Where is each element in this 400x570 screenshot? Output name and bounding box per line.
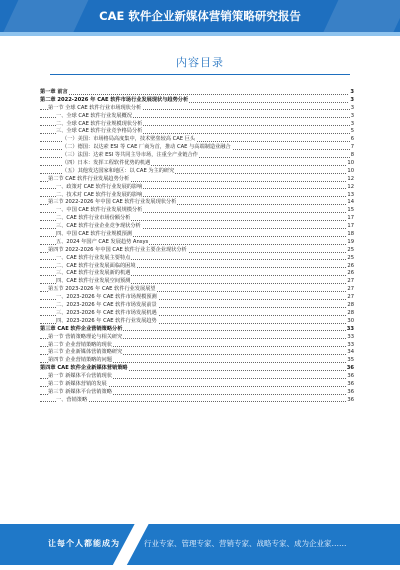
toc-entry-text: 第一节 新媒体平台营销现状	[48, 373, 112, 380]
toc-entry[interactable]	[40, 152, 354, 160]
toc-entry-text: 第四节 企业营销策略的问题	[48, 357, 112, 364]
toc-entry-page: 12	[347, 183, 354, 190]
toc-entry-text: 第一节 营销策略理论与相关研究	[48, 333, 123, 340]
toc-entry-page: 25	[347, 254, 354, 261]
toc-entry[interactable]	[40, 176, 354, 184]
toc-entry-text: 三、全球 CAE 软件行业竞争格局分析	[56, 128, 143, 135]
toc-entry-text: 第三节 新媒体平台营销策略	[48, 388, 112, 395]
footer-tagline: 行业专家、管理专家、营销专家、战略专家、成为企业家……	[144, 539, 347, 548]
toc-entry-page: 5	[350, 128, 354, 135]
toc-entry-text: （一）美国：市场格局高度集中，技术壁垒较高 CAE 巨头	[62, 136, 196, 143]
toc-entry-text: 第四章 CAE 软件企业新媒体营销策略	[40, 365, 128, 372]
toc-entry-text: 第二节 CAE 软件行业发展趋势分析	[48, 175, 130, 182]
toc-entry-page: 7	[350, 144, 354, 151]
toc-entry-page: 36	[347, 373, 354, 380]
footer-slogan: 让每个人都能成为	[48, 539, 120, 548]
toc-entry-page: 19	[347, 238, 354, 245]
toc-entry[interactable]	[40, 357, 354, 365]
toc-entry-text: 四、中国 CAE 软件行业规模预测	[56, 231, 132, 238]
toc-entry-page: 33	[346, 325, 354, 332]
toc-entry-page: 27	[347, 286, 354, 293]
toc-entry-page: 18	[347, 231, 354, 238]
toc-entry-text: 五、2024 年国产 CAE 发展趋势 Ansys	[56, 238, 149, 245]
toc-entry[interactable]	[40, 113, 354, 121]
toc-entry-text: 二、2023-2026 年 CAE 软件市场发展前景	[56, 302, 157, 309]
toc-entry[interactable]	[40, 215, 354, 223]
toc-entry-page: 6	[350, 136, 354, 143]
toc-entry-page: 26	[347, 262, 354, 269]
report-title: CAE 软件企业新媒体营销策略研究报告	[99, 9, 301, 23]
toc-entry-text: 第二章 2022-2026 年 CAE 软件市场行业发展现状与趋势分析	[40, 96, 189, 103]
toc-entry[interactable]	[40, 334, 354, 342]
toc-entry-page: 17	[347, 215, 354, 222]
toc-entry-page: 15	[347, 207, 354, 214]
toc-entry-page: 36	[347, 396, 354, 403]
toc-entry-page: 13	[347, 191, 354, 198]
toc-entry-page: 10	[347, 167, 354, 174]
toc-entry[interactable]	[40, 144, 354, 152]
table-of-contents	[40, 89, 354, 405]
toc-entry[interactable]	[40, 373, 354, 381]
page-footer	[0, 524, 400, 565]
toc-entry-text: 二、全球 CAE 软件行业规模现状分析	[56, 120, 143, 127]
toc-entry-text: 三、2023-2026 年 CAE 软件市场发展机遇	[56, 309, 157, 316]
toc-entry[interactable]	[40, 97, 354, 105]
toc-entry[interactable]	[40, 239, 354, 247]
toc-entry[interactable]	[40, 160, 354, 168]
toc-entry-text: 三、CAE 软件行业发展新的机遇	[56, 270, 131, 277]
toc-entry-text: 二、CAE 软件行业市场份额分析	[56, 215, 131, 222]
toc-entry-page: 3	[350, 96, 354, 103]
toc-entry-page: 14	[347, 199, 354, 206]
toc-entry-text: 第二节 企业营销策略的现状	[48, 341, 112, 348]
toc-entry[interactable]	[40, 389, 354, 397]
toc-entry-text: 一、中国 CAE 软件行业发展规模分析	[56, 207, 143, 214]
toc-entry[interactable]	[40, 326, 354, 334]
toc-entry-page: 26	[347, 270, 354, 277]
toc-entry-text: 四、CAE 软件行业发展空间预测	[56, 278, 131, 285]
toc-entry-page: 3	[350, 112, 354, 119]
toc-entry-page: 35	[347, 357, 354, 364]
header-decoration	[0, 0, 93, 36]
toc-entry[interactable]	[40, 168, 354, 176]
toc-title: 内容目录	[176, 56, 224, 69]
toc-entry[interactable]	[40, 294, 354, 302]
toc-entry-page: 27	[347, 294, 354, 301]
toc-entry-page: 8	[350, 152, 354, 159]
toc-entry-text: 二、CAE 软件行业发展面临的困境	[56, 262, 136, 269]
toc-entry[interactable]	[40, 105, 354, 113]
toc-entry-text: 第三节 2022-2026 年中国 CAE 软件行业发展现状分析	[48, 199, 177, 206]
toc-entry-text: 二、技术对 CAE 软件行业发展的影响	[56, 191, 143, 198]
toc-entry-text: 第五节 2023-2026 年 CAE 软件行业发展展望	[48, 286, 156, 293]
toc-entry-page: 34	[347, 349, 354, 356]
toc-entry-page: 27	[347, 278, 354, 285]
toc-entry-page: 3	[350, 89, 354, 95]
toc-entry-text: （三）法国：达索 ESI 等共同主导市场，注重全产业链合作	[62, 152, 198, 159]
toc-entry[interactable]	[40, 184, 354, 192]
toc-entry[interactable]	[40, 231, 354, 239]
toc-entry-page: 36	[347, 388, 354, 395]
toc-entry-text: 第一节 全球 CAE 软件行业市场现状分析	[48, 104, 142, 111]
toc-entry[interactable]	[40, 318, 354, 326]
toc-entry-page: 33	[347, 341, 354, 348]
toc-entry-page: 3	[350, 104, 354, 111]
toc-entry-text: 第四节 2022-2026 年中国 CAE 软件行业主要企业现状分析	[48, 246, 187, 253]
toc-entry[interactable]	[40, 381, 354, 389]
toc-entry-text: （四）日本：发挥工程软件优势的机遇	[62, 160, 151, 167]
toc-entry[interactable]	[40, 247, 354, 255]
toc-entry-page: 36	[346, 365, 354, 372]
toc-entry-text: （二）德国：以达索 ESI 等 CAE 厂商为首，推动 CAE 与高端制造业融合	[62, 144, 231, 151]
toc-entry-page: 33	[347, 333, 354, 340]
toc-entry-page: 28	[347, 302, 354, 309]
toc-entry-text: 第一章 前言	[40, 89, 68, 95]
toc-entry[interactable]	[40, 397, 354, 405]
toc-entry-text: 三、CAE 软件行业企业竞争现状分析	[56, 223, 141, 230]
toc-entry-page: 3	[350, 120, 354, 127]
toc-entry-text: 一、CAE 软件行业发展主要特点	[56, 254, 131, 261]
toc-entry[interactable]	[40, 89, 354, 97]
toc-rule	[50, 74, 350, 75]
toc-entry[interactable]	[40, 286, 354, 294]
toc-entry-page: 25	[347, 246, 354, 253]
toc-entry-page: 36	[347, 380, 354, 387]
page-header	[0, 0, 400, 36]
toc-entry-text: 一、2023-2026 年 CAE 软件市场规模预测	[56, 294, 157, 301]
toc-entry[interactable]	[40, 310, 354, 318]
toc-entry-page: 10	[347, 160, 354, 167]
header-stripe	[0, 32, 400, 36]
toc-entry-text: （五）其他发达国家和地区：以 CAE 为主的研究	[62, 167, 175, 174]
toc-entry[interactable]	[40, 255, 354, 263]
toc-entry-text: 第三章 CAE 软件企业营销策略分析	[40, 325, 123, 332]
toc-entry-page: 17	[347, 223, 354, 230]
toc-entry[interactable]	[40, 365, 354, 373]
toc-entry-text: 一、营销策略	[56, 396, 88, 403]
toc-entry-page: 12	[347, 175, 354, 182]
toc-entry-page: 28	[347, 309, 354, 316]
header-decoration	[317, 0, 400, 36]
toc-entry[interactable]	[40, 302, 354, 310]
toc-entry-text: 第二节 新媒体营销的发展	[48, 380, 107, 387]
toc-entry-text: 四、2023-2026 年 CAE 软件行业发展趋势	[56, 317, 157, 324]
toc-entry-text: 第三节 企业新媒体营销策略研究	[48, 349, 123, 356]
toc-entry-text: 一、全球 CAE 软件行业发展概况	[56, 112, 132, 119]
toc-entry[interactable]	[40, 223, 354, 231]
toc-entry-page: 30	[347, 317, 354, 324]
toc-entry-text: 一、政策对 CAE 软件行业发展的影响	[56, 183, 143, 190]
